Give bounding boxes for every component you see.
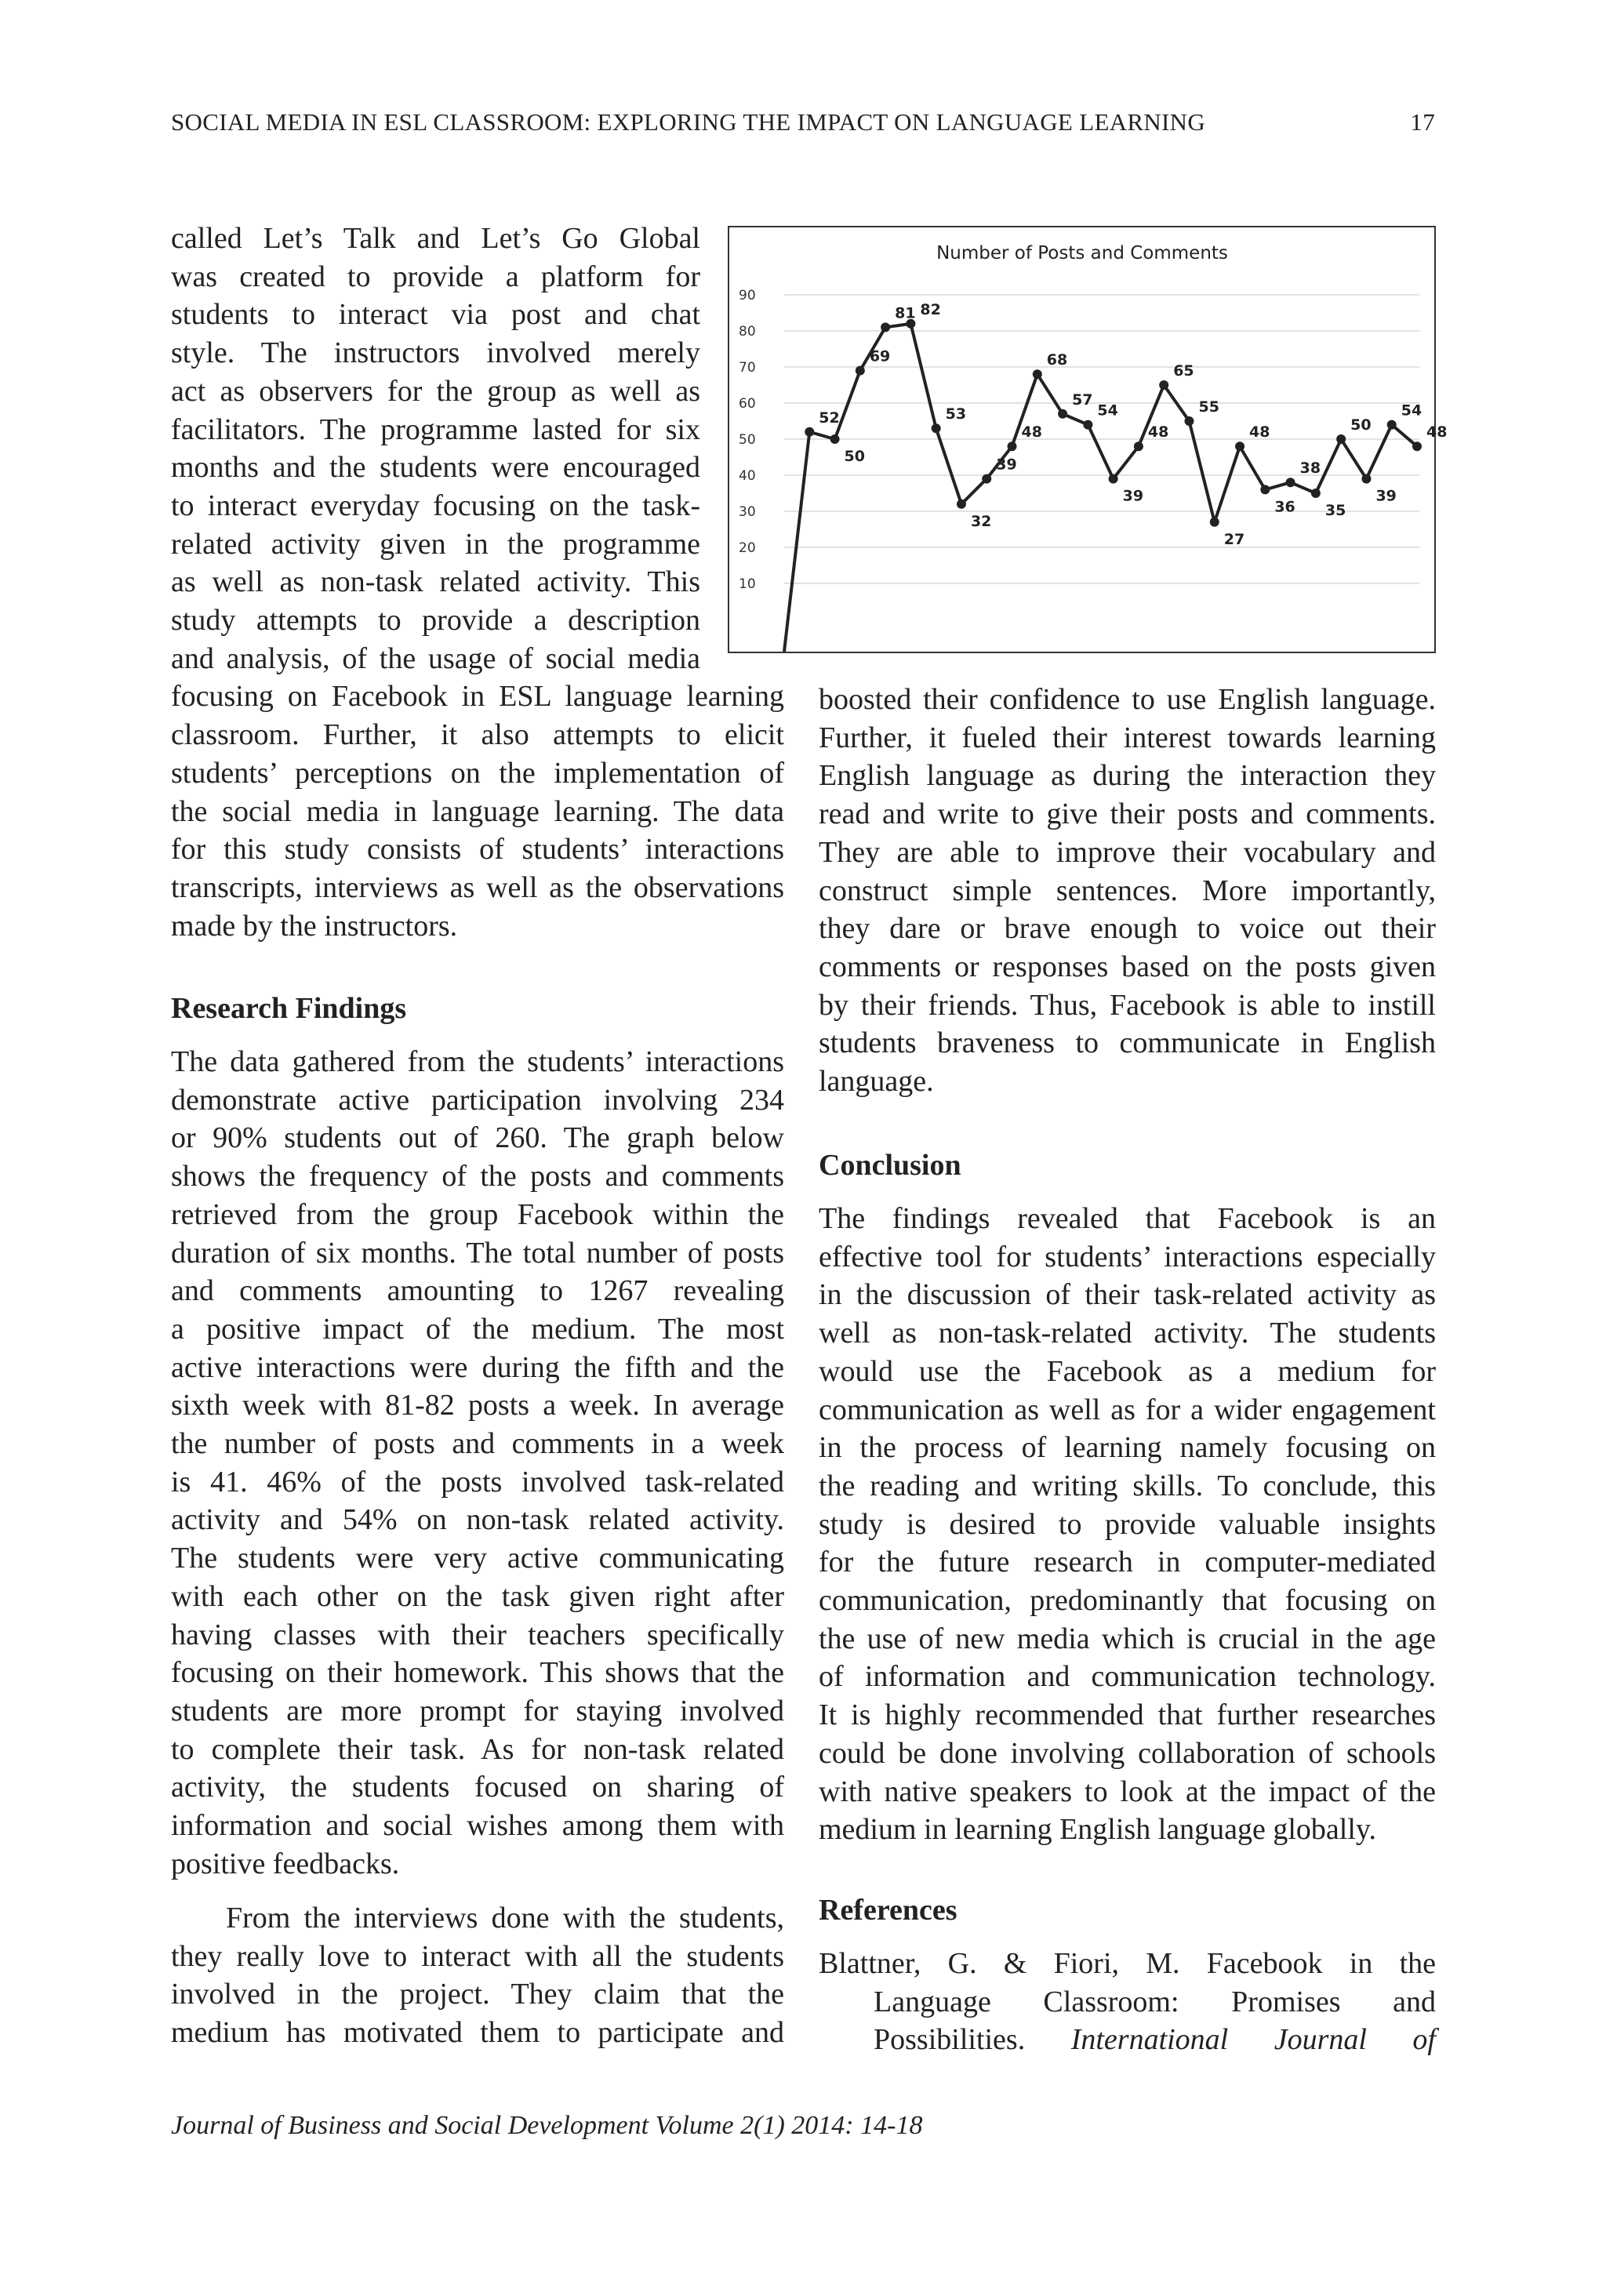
text-line: of information and communication technology. bbox=[819, 1660, 1436, 1694]
data-point bbox=[805, 427, 814, 437]
text-line: information and social wishes among them with bbox=[171, 1809, 784, 1843]
text-line: called Let’s Talk and Let’s Go Global bbox=[171, 222, 700, 255]
text-line: with each other on the task given right after bbox=[171, 1579, 784, 1613]
data-label: 38 bbox=[1299, 460, 1321, 478]
data-label: 54 bbox=[1401, 401, 1423, 420]
data-point bbox=[1286, 478, 1295, 487]
data-point bbox=[932, 423, 941, 433]
text-line: the use of new media which is crucial in the age bbox=[819, 1622, 1436, 1655]
text-line: they dare or brave enough to voice out their bbox=[819, 912, 1436, 946]
text-line: comments or responses based on the posts given bbox=[819, 950, 1436, 983]
text-line: act as observers for the group as well as bbox=[171, 374, 700, 408]
text-line: Further, it fueled their interest towards learning bbox=[819, 721, 1436, 754]
text-line: could be done involving collaboration of schools bbox=[819, 1736, 1436, 1770]
y-tick-label: 60 bbox=[739, 396, 756, 412]
text-line: a positive impact of the medium. The most bbox=[171, 1312, 784, 1346]
data-label: 52 bbox=[819, 409, 840, 427]
text-line: style. The instructors involved merely bbox=[171, 336, 700, 370]
text-line: The data gathered from the students’ interactions bbox=[171, 1045, 784, 1078]
text-line: having classes with their teachers specifically bbox=[171, 1618, 784, 1651]
data-point bbox=[1159, 380, 1168, 390]
text-line: students’ perceptions on the implementation of bbox=[171, 756, 784, 790]
text-line: related activity given in the programme bbox=[171, 527, 700, 561]
reference-text: Possibilities. bbox=[874, 2023, 1071, 2057]
text-line: effective tool for students’ interactions especially bbox=[819, 1240, 1436, 1273]
data-point bbox=[1058, 409, 1067, 419]
text-line: shows the frequency of the posts and comments bbox=[171, 1160, 784, 1193]
findings-paragraph bbox=[171, 1043, 784, 1883]
data-point bbox=[1412, 441, 1422, 451]
text-line: for this study consists of students’ interactions bbox=[171, 833, 784, 866]
text-line: From the interviews done with the students, bbox=[226, 1902, 784, 1935]
text-line: classroom. Further, it also attempts to elicit bbox=[171, 718, 784, 752]
data-label: 48 bbox=[1426, 423, 1448, 441]
right-continuation-paragraph bbox=[819, 681, 1436, 1101]
data-label: 39 bbox=[1375, 487, 1397, 505]
text-line: as well as non-task related activity. This bbox=[171, 565, 700, 599]
text-line: was created to provide a platform for bbox=[171, 260, 700, 293]
data-label: 48 bbox=[1249, 423, 1270, 441]
data-label: 35 bbox=[1324, 502, 1346, 519]
text-line: demonstrate active participation involving 234 bbox=[171, 1083, 784, 1117]
text-line: students to interact via post and chat bbox=[171, 298, 700, 332]
text-line: They are able to improve their vocabulary and bbox=[819, 835, 1436, 869]
text-line: communication as well as for a wider engagement bbox=[819, 1393, 1436, 1426]
data-label: 48 bbox=[1147, 423, 1169, 441]
y-tick-label: 80 bbox=[739, 324, 756, 340]
running-header bbox=[171, 108, 1435, 147]
text-line: and comments amounting to 1267 revealing bbox=[171, 1274, 784, 1308]
data-label: 69 bbox=[869, 347, 891, 365]
text-line: The students were very active communicating bbox=[171, 1542, 784, 1575]
text-line: is 41. 46% of the posts involved task-related bbox=[171, 1465, 784, 1499]
text-line: involved in the project. They claim that the bbox=[171, 1978, 784, 2011]
research-findings-heading: Research Findings bbox=[171, 992, 407, 1025]
data-label: 54 bbox=[1097, 401, 1118, 420]
data-label: 65 bbox=[1173, 362, 1194, 380]
text-line: students braveness to communicate in English bbox=[819, 1026, 1436, 1060]
data-point bbox=[1134, 441, 1143, 451]
text-line: English language as during the interaction they bbox=[819, 759, 1436, 793]
text-line: medium in learning English language globally. bbox=[819, 1813, 1376, 1847]
reference-line bbox=[819, 2021, 1436, 2059]
text-line: to complete their task. As for non-task related bbox=[171, 1732, 784, 1766]
data-point bbox=[1260, 485, 1270, 494]
data-point bbox=[982, 474, 991, 484]
conclusion-heading: Conclusion bbox=[819, 1149, 961, 1182]
text-line: activity, the students focused on sharing of bbox=[171, 1771, 784, 1804]
data-label: 81 bbox=[895, 304, 916, 322]
text-line: boosted their confidence to use English language. bbox=[819, 683, 1436, 716]
text-line: focusing on their homework. This shows that the bbox=[171, 1656, 784, 1690]
data-point bbox=[830, 434, 840, 444]
left-intro-paragraph bbox=[171, 220, 784, 945]
data-label: 48 bbox=[1021, 423, 1042, 441]
text-line: or 90% students out of 260. The graph below bbox=[171, 1121, 784, 1155]
y-tick-label: 30 bbox=[739, 504, 756, 520]
text-line: activity and 54% on non-task related activity. bbox=[171, 1503, 784, 1537]
data-label: 82 bbox=[920, 300, 941, 318]
reference-line: Language Classroom: Promises and bbox=[874, 1985, 1436, 2018]
reference-entry bbox=[819, 1945, 1436, 2059]
text-line: the reading and writing skills. To conclude, this bbox=[819, 1469, 1436, 1502]
data-point bbox=[1235, 441, 1244, 451]
y-tick-label: 20 bbox=[739, 540, 756, 556]
series-line bbox=[784, 324, 1417, 652]
text-line: transcripts, interviews as well as the observations bbox=[171, 870, 784, 904]
data-point bbox=[1083, 420, 1092, 430]
interview-paragraph bbox=[171, 1899, 784, 2052]
data-label: 50 bbox=[844, 448, 866, 465]
posts-comments-chart bbox=[728, 226, 1448, 653]
data-point bbox=[1311, 489, 1321, 498]
text-line: in the process of learning namely focusing on bbox=[819, 1431, 1436, 1465]
text-line: would use the Facebook as a medium for bbox=[819, 1354, 1436, 1388]
y-tick-label: 90 bbox=[739, 288, 756, 303]
y-tick-label: 40 bbox=[739, 468, 756, 484]
data-label: 55 bbox=[1198, 398, 1219, 416]
text-line: and analysis, of the usage of social media bbox=[171, 641, 700, 675]
data-point bbox=[1387, 420, 1397, 430]
text-line: focusing on Facebook in ESL language learning bbox=[171, 680, 784, 714]
page-number: 17 bbox=[1410, 108, 1435, 136]
text-line: months and the students were encouraged bbox=[171, 451, 700, 485]
text-line: in the discussion of their task-related activity as bbox=[819, 1278, 1436, 1312]
text-line: positive feedbacks. bbox=[171, 1847, 400, 1880]
data-point bbox=[881, 322, 890, 332]
y-tick-label: 50 bbox=[739, 432, 756, 448]
data-point bbox=[1210, 518, 1219, 527]
text-line: to interact everyday focusing on the task- bbox=[171, 489, 700, 522]
text-line: students are more prompt for staying involved bbox=[171, 1694, 784, 1727]
reference-journal: International Journal of bbox=[1070, 2023, 1436, 2057]
data-point bbox=[1008, 441, 1017, 451]
text-line: study attempts to provide a description bbox=[171, 604, 700, 638]
text-line: medium has motivated them to participate and bbox=[171, 2016, 784, 2050]
y-tick-label: 10 bbox=[739, 576, 756, 592]
text-line: they really love to interact with all the students bbox=[171, 1939, 784, 1973]
data-point bbox=[1109, 474, 1118, 484]
text-line: retrieved from the group Facebook within the bbox=[171, 1197, 784, 1231]
text-line: the social media in language learning. The data bbox=[171, 794, 784, 828]
text-line: duration of six months. The total number of posts bbox=[171, 1236, 784, 1270]
chart-svg bbox=[729, 227, 1448, 652]
text-line: communication, predominantly that focusing on bbox=[819, 1584, 1436, 1618]
data-label: 39 bbox=[1122, 487, 1144, 505]
data-label: 57 bbox=[1072, 391, 1093, 409]
data-label: 68 bbox=[1046, 351, 1068, 369]
references-heading: References bbox=[819, 1894, 957, 1927]
text-line: sixth week with 81-82 posts a week. In average bbox=[171, 1389, 784, 1422]
data-label: 32 bbox=[970, 512, 992, 530]
running-title: SOCIAL MEDIA IN ESL CLASSROOM: EXPLORING THE IMPACT ON LANGUAGE LEARNING bbox=[171, 108, 1206, 136]
text-line: facilitators. The programme lasted for six bbox=[171, 412, 700, 446]
data-point bbox=[1361, 474, 1371, 484]
conclusion-paragraph bbox=[819, 1200, 1436, 1849]
text-line: active interactions were during the fifth and the bbox=[171, 1350, 784, 1384]
data-point bbox=[957, 500, 966, 509]
chart-title: Number of Posts and Comments bbox=[936, 243, 1228, 263]
text-line: with native speakers to look at the impact of the bbox=[819, 1775, 1436, 1808]
data-point bbox=[856, 366, 865, 376]
data-point bbox=[1336, 434, 1346, 444]
data-point bbox=[1184, 416, 1194, 426]
text-line: made by the instructors. bbox=[171, 909, 458, 943]
text-line: for the future research in computer-mediated bbox=[819, 1546, 1436, 1579]
text-line: by their friends. Thus, Facebook is able to instill bbox=[819, 988, 1436, 1022]
data-label: 53 bbox=[945, 405, 967, 423]
data-label: 36 bbox=[1274, 498, 1295, 516]
text-line: construct simple sentences. More importantly, bbox=[819, 874, 1436, 907]
reference-line: Blattner, G. & Fiori, M. Facebook in the bbox=[819, 1947, 1436, 1980]
data-label: 39 bbox=[996, 456, 1017, 474]
journal-footer: Journal of Business and Social Development Volume 2(1) 2014: 14-18 bbox=[171, 2111, 923, 2140]
text-line: The findings revealed that Facebook is an bbox=[819, 1202, 1436, 1235]
y-tick-label: 70 bbox=[739, 360, 756, 376]
text-line: language. bbox=[819, 1065, 934, 1099]
text-line: study is desired to provide valuable insights bbox=[819, 1507, 1436, 1541]
data-point bbox=[1033, 369, 1042, 379]
data-label: 27 bbox=[1223, 530, 1245, 548]
text-line: well as non-task-related activity. The students bbox=[819, 1317, 1436, 1350]
text-line: the number of posts and comments in a week bbox=[171, 1427, 784, 1461]
text-line: read and write to give their posts and comments. bbox=[819, 797, 1436, 831]
text-line: It is highly recommended that further researches bbox=[819, 1698, 1436, 1732]
data-label: 50 bbox=[1350, 416, 1372, 434]
